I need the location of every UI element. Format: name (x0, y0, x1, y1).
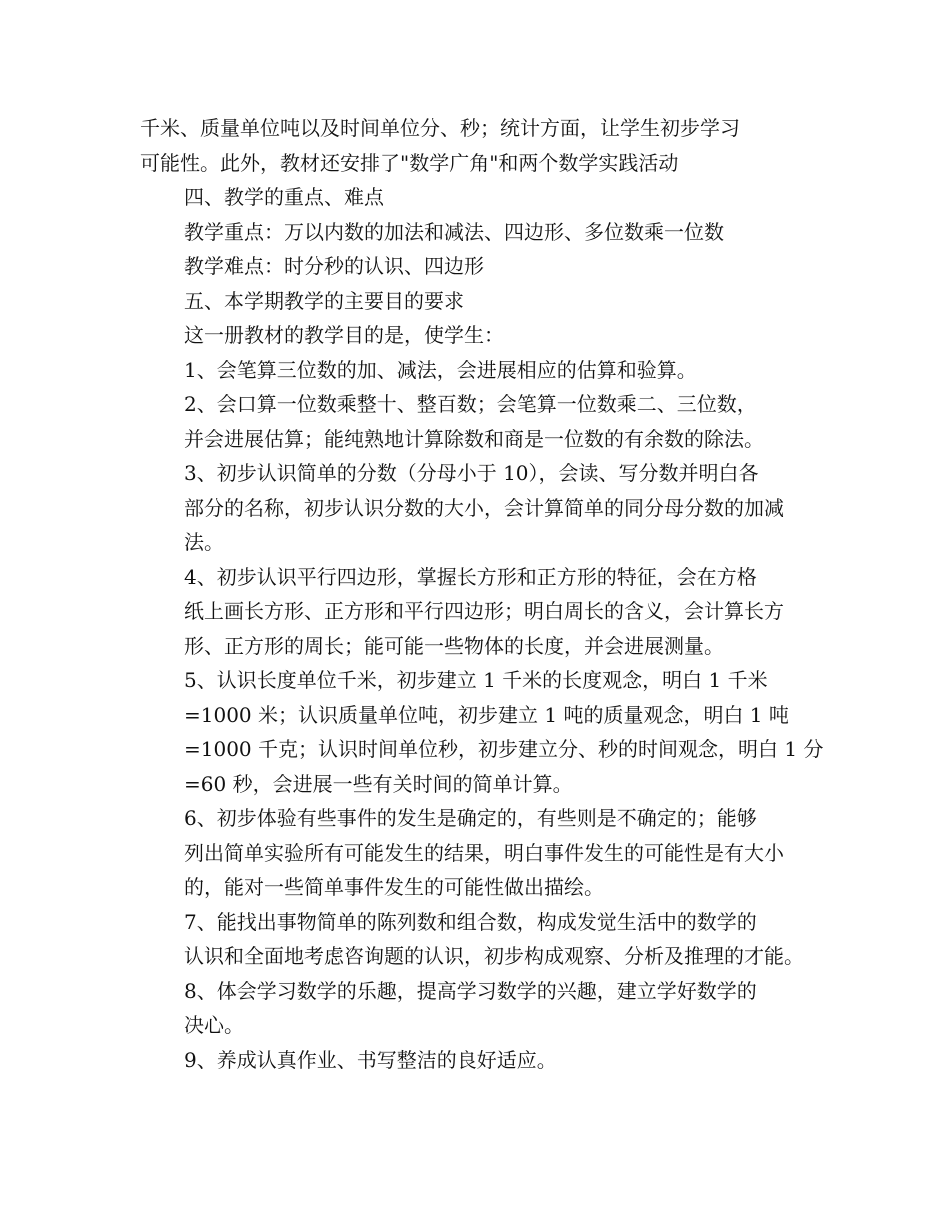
text-line: 纸上画长方形、正方形和平行四边形；明白周长的含义，会计算长方 (184, 599, 784, 623)
text-line: 教学难点：时分秒的认识、四边形 (184, 254, 484, 278)
text-line: 7、能找出事物简单的陈列数和组合数，构成发觉生活中的数学的 (184, 909, 757, 934)
text-line: 4、初步认识平行四边形，掌握长方形和正方形的特征，会在方格 (184, 564, 757, 589)
text-line: =1000 米；认识质量单位吨，初步建立 1 吨的质量观念，明白 1 吨 (184, 702, 789, 727)
paragraph-heading-four (140, 180, 810, 215)
text-line: 6、初步体验有些事件的发生是确定的，有些则是不确定的；能够 (184, 806, 757, 830)
paragraph-heading-five (140, 284, 810, 319)
text-line: 部分的名称，初步认识分数的大小，会计算简单的同分母分数的加减 (184, 495, 784, 520)
paragraph-goal-7 (140, 905, 810, 974)
text-line: =1000 千克；认识时间单位秒，初步建立分、秒的时间观念，明白 1 分 (184, 737, 824, 761)
text-line: 四、教学的重点、难点 (184, 185, 384, 209)
paragraph-goal-1 (140, 353, 810, 388)
document-body (140, 111, 824, 1077)
text-line: 教学重点：万以内数的加法和减法、四边形、多位数乘一位数 (184, 219, 724, 244)
paragraph-goal-4 (140, 560, 810, 664)
text-line: 列出简单实验所有可能发生的结果，明白事件发生的可能性是有大小 (184, 840, 784, 865)
text-line: 并会进展估算；能纯熟地计算除数和商是一位数的有余数的除法。 (184, 426, 764, 451)
paragraph-intro-continued (140, 111, 810, 180)
text-line: 决心。 (184, 1013, 244, 1037)
text-line: 5、认识长度单位千米，初步建立 1 千米的长度观念，明白 1 千米 (184, 668, 768, 692)
text-line: 8、体会学习数学的乐趣，提高学习数学的兴趣，建立学好数学的 (184, 978, 757, 1003)
text-line: =60 秒，会进展一些有关时间的简单计算。 (184, 771, 573, 796)
text-line: 9、养成认真作业、书写整洁的良好适应。 (184, 1047, 557, 1072)
paragraph-goal-2 (140, 387, 810, 456)
paragraph-goal-9 (140, 1043, 810, 1078)
text-line: 法。 (184, 530, 224, 554)
paragraph-goal-3 (140, 456, 810, 560)
text-line: 的，能对一些简单事件发生的可能性做出描绘。 (184, 875, 604, 899)
text-line: 2、会口算一位数乘整十、整百数；会笔算一位数乘二、三位数， (184, 392, 757, 416)
text-line: 这一册教材的教学目的是，使学生： (184, 323, 504, 347)
text-line: 认识和全面地考虑咨询题的认识，初步构成观察、分析及推理的才能。 (184, 944, 804, 968)
text-line: 3、初步认识简单的分数（分母小于 10），会读、写分数并明白各 (184, 461, 759, 485)
paragraph-goal-5 (140, 663, 824, 801)
text-line: 1、会笔算三位数的加、减法，会进展相应的估算和验算。 (184, 357, 697, 382)
paragraph-goal-6 (140, 801, 810, 905)
text-line: 可能性。此外，教材还安排了"数学广角"和两个数学实践活动 (140, 150, 679, 175)
text-line: 千米、质量单位吨以及时间单位分、秒；统计方面，让学生初步学习 (140, 116, 740, 140)
paragraph-goals-intro (140, 318, 810, 353)
paragraph-key-points (140, 215, 810, 250)
paragraph-difficult-points (140, 249, 810, 284)
text-line: 五、本学期教学的主要目的要求 (184, 288, 464, 313)
text-line: 形、正方形的周长；能可能一些物体的长度，并会进展测量。 (184, 633, 724, 658)
paragraph-goal-8 (140, 974, 810, 1043)
